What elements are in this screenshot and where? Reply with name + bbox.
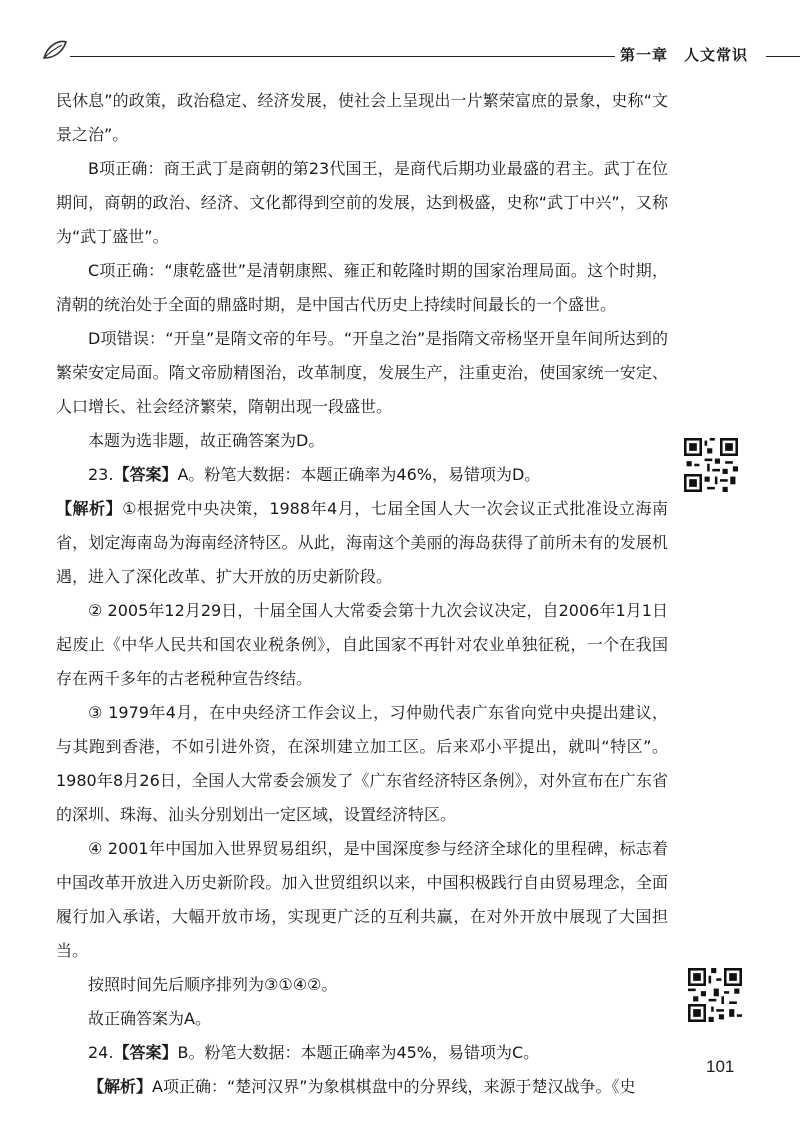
paragraph-text: ③ 1979年4月，在中央经济工作会议上，习仲勋代表广东省向党中央提出建议，与其跑到香港，不如引进外资，在深圳建立加工区。后来邓小平提出，就叫“特区”。1980年8月26日，全国人大常委会颁发了《广东省经济特区条例》，对外宣布在广东省的深圳、珠海、汕头分别划出一定区域，设置经济特区。 (56, 703, 668, 824)
paragraph-item-4 (56, 832, 668, 968)
paragraph-text: ①根据党中央决策，1988年4月，七届全国人大一次会议正式批准设立海南省，划定海南岛为海南经济特区。从此，海南这个美丽的海岛获得了前所未有的发展机遇，进入了深化改革、扩大开放的历史新阶段。 (56, 499, 668, 586)
analysis-mark: 【解析】 (88, 1077, 153, 1096)
paragraph-option-c (56, 254, 668, 322)
paragraph-text: ④ 2001年中国加入世界贸易组织，是中国深度参与经济全球化的里程碑，标志着中国改革开放进入历史新阶段。加入世贸组织以来，中国积极践行自由贸易理念，全面履行加入承诺，大幅开放市场，实现更广泛的互利共赢，在对外开放中展现了大国担当。 (56, 839, 668, 960)
paragraph-text: B项正确：商王武丁是商朝的第23代国王，是商代后期功业最盛的君主。武丁在位期间，商朝的政治、经济、文化都得到空前的发展，达到极盛，史称“武丁中兴”，又称为“武丁盛世”。 (56, 159, 668, 246)
paragraph-text: 按照时间先后顺序排列为③①④②。 (88, 975, 338, 994)
paragraph-item-3 (56, 696, 668, 832)
header-rule (70, 56, 615, 57)
paragraph-text: 本题为选非题，故正确答案为D。 (88, 431, 325, 450)
analysis-paragraph-24 (56, 1070, 668, 1104)
paragraph-option-d (56, 322, 668, 424)
page-body (56, 84, 668, 1104)
header-rule-tail (766, 56, 800, 57)
paragraph-conclusion (56, 424, 668, 458)
paragraph-option-b (56, 152, 668, 254)
analysis-paragraph-23 (56, 492, 668, 594)
qr-code-icon[interactable] (684, 438, 738, 492)
paragraph (56, 84, 668, 152)
paragraph-text: D项错误：“开皇”是隋文帝的年号。“开皇之治”是指隋文帝杨坚开皇年间所达到的繁荣安定局面。隋文帝励精图治，改革制度，发展生产，注重吏治，使国家统一安定、人口增长、社会经济繁荣，隋朝出现一段盛世。 (56, 329, 668, 416)
analysis-mark: 【解析】 (56, 499, 123, 518)
paragraph-conclusion (56, 1002, 668, 1036)
leaf-icon (40, 34, 70, 64)
answer-text: A。粉笔大数据：本题正确率为46%，易错项为D。 (177, 465, 541, 484)
paragraph-text: C项正确：“康乾盛世”是清朝康熙、雍正和乾隆时期的国家治理局面。这个时期，清朝的统治处于全面的鼎盛时期，是中国古代历史上持续时间最长的一个盛世。 (56, 261, 668, 314)
paragraph-text: ② 2005年12月29日，十届全国人大常委会第十九次会议决定，自2006年1月1日起废止《中华人民共和国农业税条例》，自此国家不再针对农业单独征税，一个在我国存在两千多年的古老税种宣告终结。 (56, 601, 668, 688)
question-number: 23. (88, 465, 114, 484)
page-header (40, 30, 800, 70)
paragraph-text: A项正确：“楚河汉界”为象棋棋盘中的分界线，来源于楚汉战争。《史 (152, 1077, 636, 1096)
answer-line-24 (56, 1036, 668, 1070)
answer-mark: 【答案】 (113, 1043, 178, 1062)
question-number: 24. (88, 1043, 114, 1062)
answer-text: B。粉笔大数据：本题正确率为45%，易错项为C。 (177, 1043, 540, 1062)
paragraph-item-2 (56, 594, 668, 696)
answer-mark: 【答案】 (113, 465, 178, 484)
page-number: 101 (706, 1057, 735, 1076)
paragraph-text: 故正确答案为A。 (88, 1009, 211, 1028)
paragraph-order (56, 968, 668, 1002)
qr-code-icon[interactable] (688, 968, 742, 1022)
answer-line-23 (56, 458, 668, 492)
paragraph-text: 民休息”的政策，政治稳定、经济发展，使社会上呈现出一片繁荣富庶的景象，史称“文景之治”。 (56, 91, 668, 144)
chapter-title: 第一章 人文常识 (620, 46, 749, 64)
